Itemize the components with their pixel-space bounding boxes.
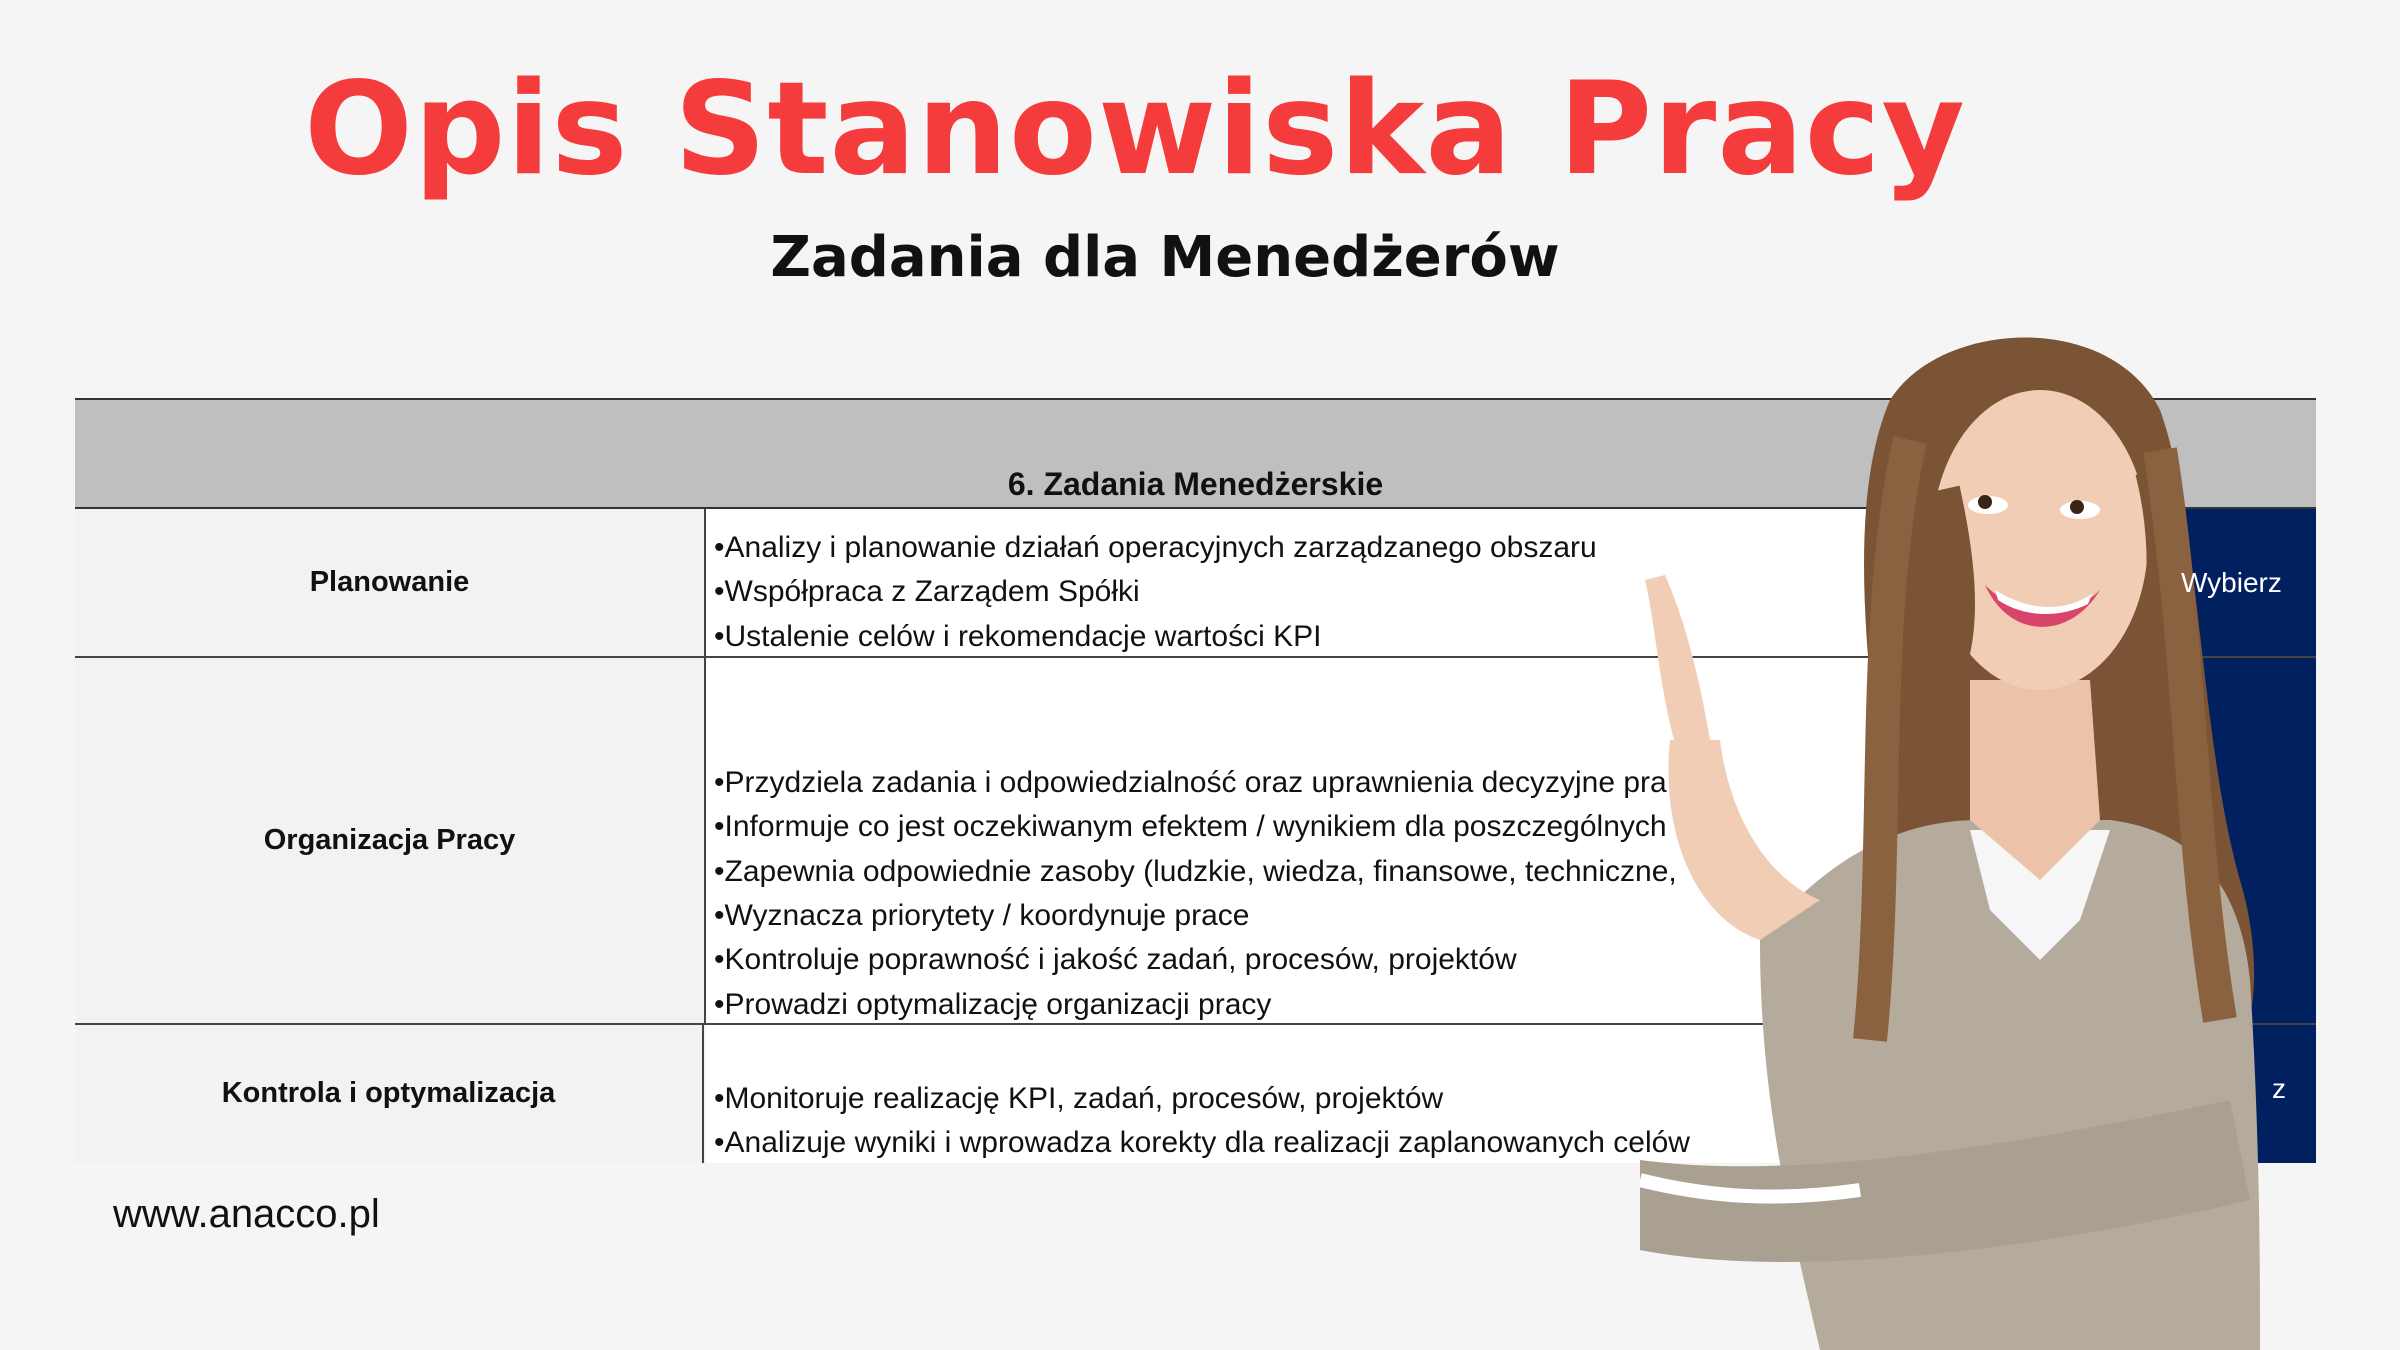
- website-link[interactable]: www.anacco.pl: [113, 1192, 380, 1236]
- list-item: •Wyznacza priorytety / koordynuje prace: [714, 899, 1250, 932]
- row-label: Planowanie: [75, 509, 706, 656]
- page-subtitle: Zadania dla Menedżerów: [770, 225, 1560, 290]
- list-item: •Kontroluje poprawność i jakość zadań, procesów, projektów: [714, 943, 1517, 976]
- list-item: •Zapewnia odpowiednie zasoby (ludzkie, wiedza, finansowe, techniczne,: [714, 855, 1677, 888]
- list-item: •Współpraca z Zarządem Spółki: [714, 575, 1140, 608]
- list-item: •Analizy i planowanie działań operacyjnych zarządzanego obszaru: [714, 531, 1597, 564]
- select-label[interactable]: z: [2272, 1073, 2286, 1104]
- row-label: Organizacja Pracy: [75, 658, 706, 1023]
- woman-photo: [1640, 320, 2340, 1350]
- list-item: •Ustalenie celów i rekomendacje wartości KPI: [714, 620, 1322, 653]
- list-item: •Monitoruje realizację KPI, zadań, procesów, projektów: [714, 1082, 1444, 1115]
- list-item: •Informuje co jest oczekiwanym efektem / wynikiem dla poszczególnych: [714, 810, 1667, 843]
- table-heading: 6. Zadania Menedżerskie: [1007, 466, 1384, 502]
- list-item: •Prowadzi optymalizację organizacji pracy: [714, 988, 1272, 1021]
- row-label: Kontrola i optymalizacja: [75, 1025, 704, 1163]
- list-item: •Analizuje wyniki i wprowadza korekty dla realizacji zaplanowanych celów: [714, 1126, 1690, 1159]
- select-label[interactable]: Wybierz: [2181, 566, 2282, 598]
- page-title: Opis Stanowiska Pracy: [304, 55, 1966, 204]
- list-item: •Przydziela zadania i odpowiedzialność oraz uprawnienia decyzyjne pra: [714, 766, 1667, 799]
